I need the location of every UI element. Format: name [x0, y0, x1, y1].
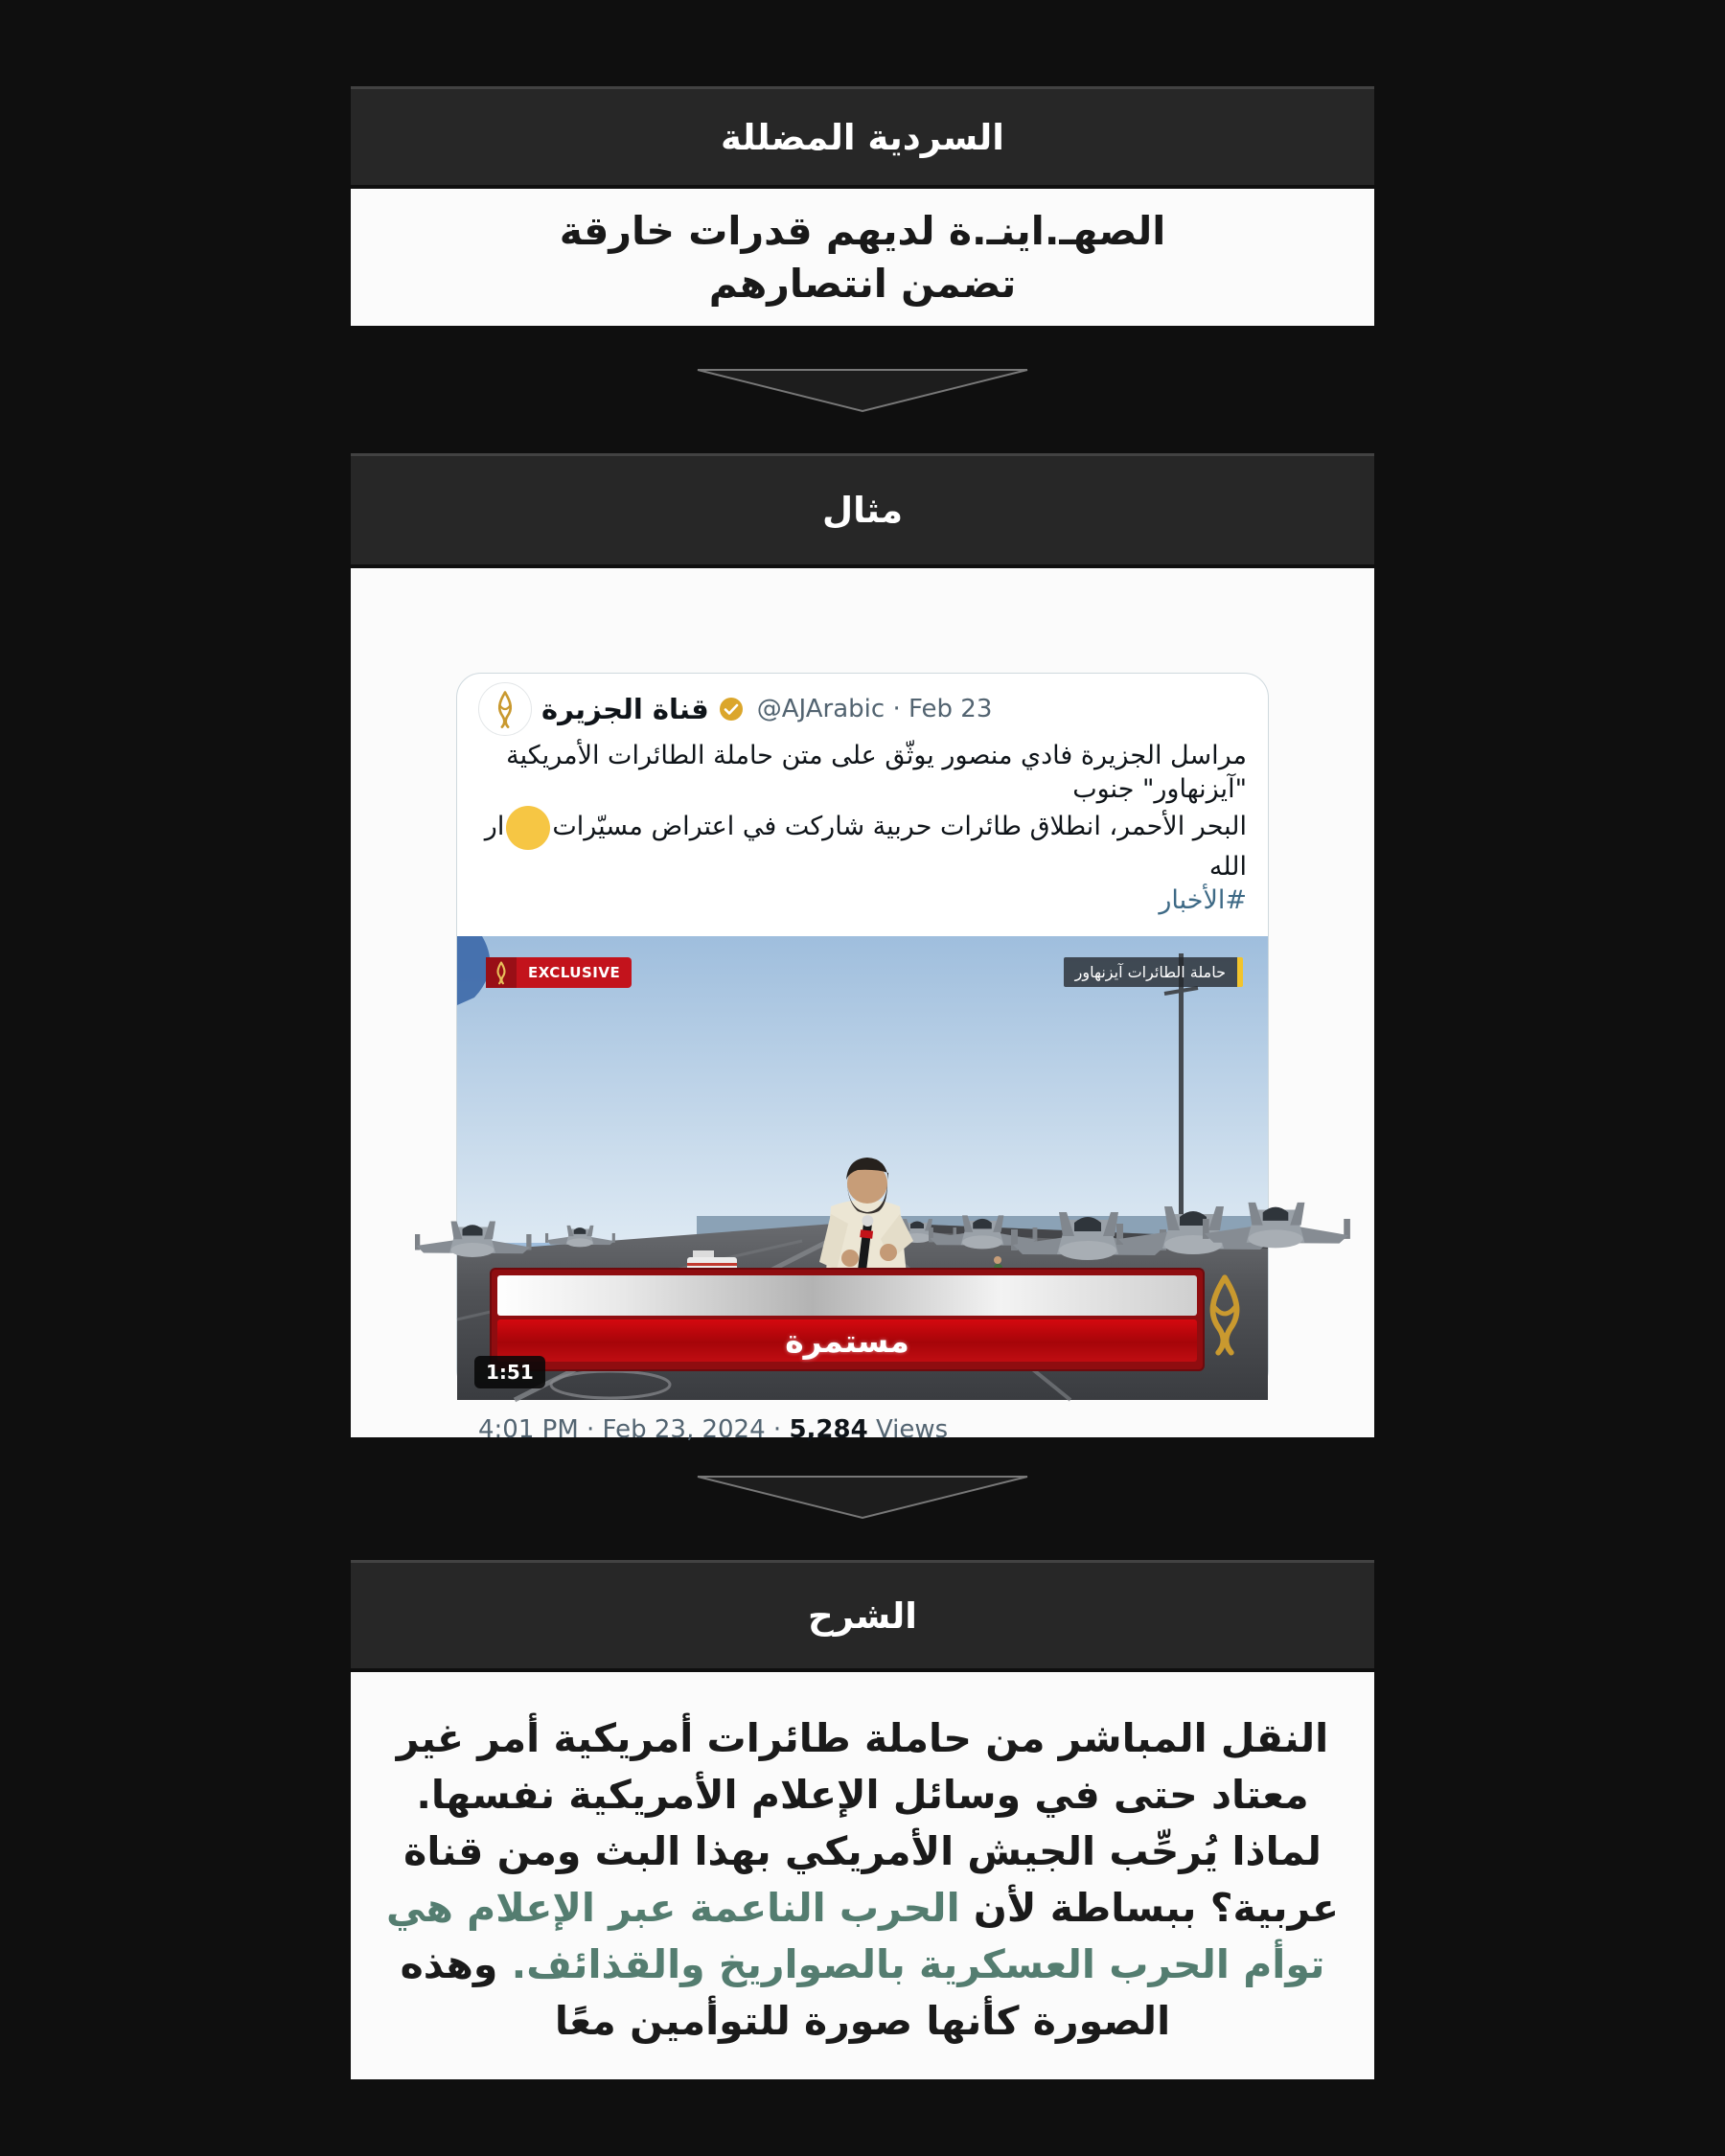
exclusive-logo-icon: [486, 957, 517, 988]
lower-third-text: مستمرة: [785, 1321, 909, 1360]
example-header: [351, 453, 1374, 564]
video-duration-badge: 1:51: [474, 1356, 545, 1388]
exclusive-badge: [486, 957, 632, 988]
yellow-censor-dot: [506, 806, 550, 850]
arrow-down-icon: [696, 368, 1029, 413]
example-header-label: مثال: [821, 490, 903, 531]
arrow-down-icon: [696, 1475, 1029, 1520]
tweet-card[interactable]: [456, 673, 1269, 1444]
video-player[interactable]: [457, 936, 1268, 1400]
gold-verified-badge-icon: [719, 697, 744, 722]
arrow-down-1: [0, 368, 1725, 413]
tweet-timestamp: 4:01 PM · Feb 23, 2024 ·: [478, 1415, 790, 1444]
explanation-line: توأم الحرب العسكرية بالصواريخ والقذائف. وهذه: [400, 1941, 1325, 1987]
exclusive-label: EXCLUSIVE: [528, 964, 621, 981]
explanation-line: معتاد حتى في وسائل الإعلام الأمريكية نفسها.: [416, 1772, 1309, 1818]
lower-third-red-strip: [497, 1319, 1197, 1362]
tweet-handle-date[interactable]: @AJArabic · Feb 23: [756, 695, 993, 723]
example-panel: [351, 568, 1374, 1444]
location-badge: حاملة الطائرات آيزنهاور: [1064, 957, 1243, 987]
explanation-header: [351, 1560, 1374, 1668]
explanation-header-label: الشرح: [808, 1594, 917, 1637]
avatar[interactable]: [478, 682, 532, 736]
tweet-header: [457, 674, 1268, 729]
narrative-claim-line2: تضمن انتصارهم: [708, 260, 1017, 307]
lower-third-silver-strip: [497, 1275, 1197, 1316]
antenna-mast: [1179, 953, 1184, 1233]
tweet-hashtag[interactable]: #الأخبار: [1159, 885, 1247, 915]
tweet-views-count: 5,284: [789, 1415, 868, 1444]
tweet-text-line1: مراسل الجزيرة فادي منصور يوثّق على متن حاملة الطائرات الأمريكية "آيزنهاور" جنوب: [506, 741, 1247, 804]
narrative-header: [351, 86, 1374, 185]
aljazeera-logo-icon: [486, 690, 524, 728]
arrow-down-2: [0, 1475, 1725, 1520]
explanation-panel: [351, 1672, 1374, 2079]
explanation-line: لماذا يُرحِّب الجيش الأمريكي بهذا البث ومن قناة: [403, 1828, 1322, 1874]
tweet-display-name[interactable]: قناة الجزيرة: [541, 693, 709, 725]
narrative-claim-line1: الصهـ.اينـ.ة لديهم قدرات خارقة: [559, 207, 1166, 254]
narrative-header-label: السردية المضللة: [721, 116, 1004, 158]
explanation-line: النقل المباشر من حاملة طائرات أمريكية أمر غير: [396, 1715, 1329, 1761]
tweet-text: [457, 729, 1268, 917]
narrative-claim-box: [351, 189, 1374, 326]
explanation-line: عربية؟ ببساطة لأن الحرب الناعمة عبر الإعلام هي: [385, 1885, 1340, 1931]
tweet-footer: [457, 1400, 1268, 1459]
lower-third-banner: [492, 1270, 1203, 1369]
tweet-text-line2: البحر الأحمر، انطلاق طائرات حربية شاركت في اعتراض مسيّراتار الله: [478, 806, 1247, 883]
explanation-line: الصورة كأنها صورة للتوأمين معًا: [554, 1998, 1171, 2044]
aljazeera-watermark-icon: [1197, 1272, 1253, 1360]
tweet-views-label: Views: [867, 1415, 949, 1444]
